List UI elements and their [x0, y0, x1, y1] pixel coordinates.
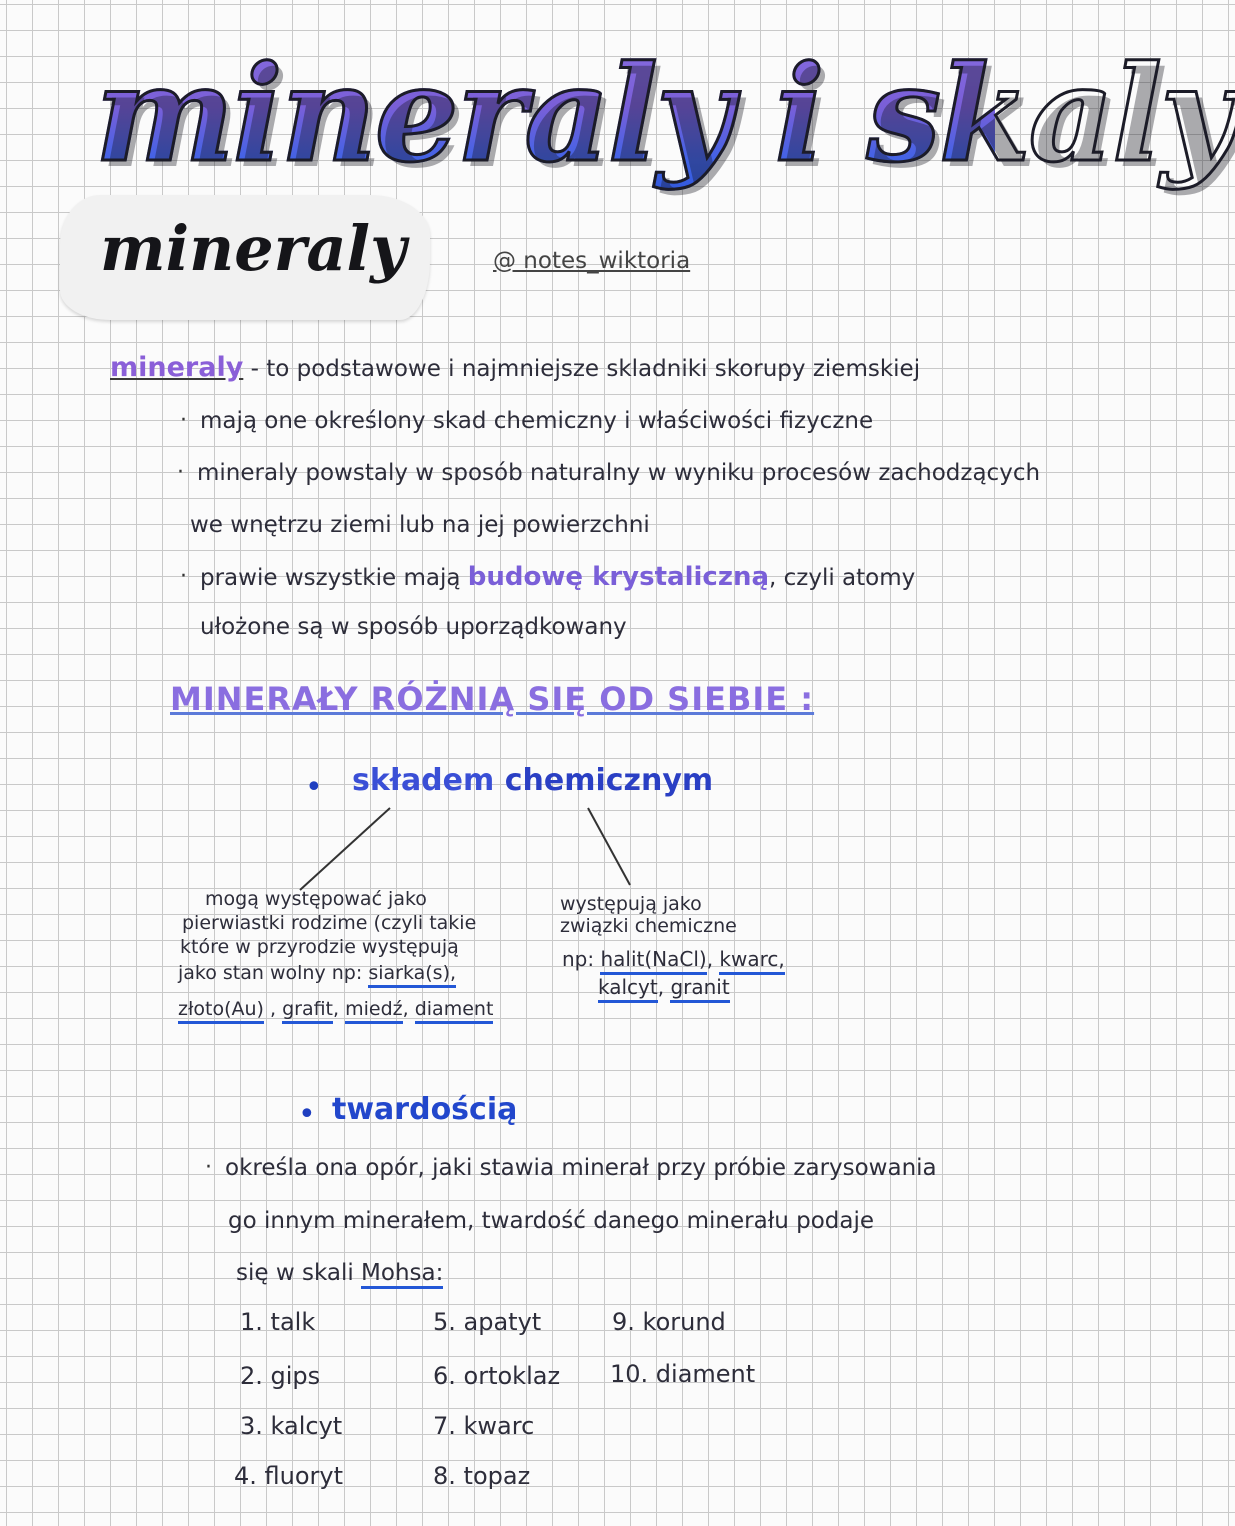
compounds-examples-line1: np: halit(NaCl), kwarc, [562, 948, 785, 970]
mohs-item: 7. kwarc [433, 1412, 535, 1440]
mohs-item: 2. gips [240, 1362, 321, 1390]
example-halite: halit(NaCl) [600, 947, 706, 975]
native-elements-line1: mogą występować jako [205, 888, 427, 910]
bullet-dot: • [298, 1097, 316, 1132]
mohs-item: 5. apatyt [433, 1308, 542, 1336]
example-sulfur: siarka(s), [368, 962, 456, 988]
mohs-scale-term: Mohsa: [361, 1260, 443, 1289]
mohs-item: 1. talk [240, 1308, 316, 1336]
mohs-item: 6. ortoklaz [433, 1362, 561, 1390]
bullet-dot: · [205, 1155, 212, 1180]
section-label: mineraly [100, 212, 407, 285]
native-elements-line4: jako stan wolny np: siarka(s), [178, 962, 456, 984]
example-calcite: kalcyt [598, 975, 658, 1003]
crystal-structure-term: budowę krystaliczną [467, 562, 769, 592]
compounds-examples-line2: kalcyt, granit [598, 976, 730, 998]
native-elements-examples: złoto(Au) , grafit, miedź, diament [178, 998, 493, 1020]
mohs-item: 4. fluoryt [234, 1462, 344, 1490]
mohs-item: 9. korund [612, 1308, 726, 1336]
definition-term: mineraly [110, 352, 244, 383]
section-heading: MINERAŁY RÓŻNIĄ SIĘ OD SIEBIE : [170, 680, 815, 718]
example-gold: złoto(Au) [178, 998, 264, 1024]
bullet-dot: · [180, 564, 187, 589]
mohs-item: 10. diament [610, 1360, 756, 1388]
example-diamond: diament [415, 998, 494, 1024]
subheading-hardness: twardością [332, 1092, 518, 1127]
compounds-line2: związki chemiczne [560, 915, 737, 937]
bullet-dot: • [305, 770, 323, 805]
example-granite: granit [670, 975, 729, 1003]
bullet-3-line2: ułożone są w sposób uporządkowany [200, 614, 627, 640]
bullet-2-line1: mineraly powstaly w sposób naturalny w wyniku procesów zachodzących [197, 460, 1041, 486]
native-elements-line2: pierwiastki rodzime (czyli takie [182, 912, 477, 934]
example-quartz: kwarc, [719, 947, 784, 975]
author-handle: @ notes_wiktoria [493, 248, 691, 274]
mohs-item: 8. topaz [433, 1462, 531, 1490]
hardness-line1: określa ona opór, jaki stawia minerał przy próbie zarysowania [225, 1155, 937, 1181]
page-title: mineraly i skaly [95, 20, 995, 210]
branch-line-right [588, 808, 630, 885]
subheading-chemical: składem chemicznym [352, 763, 714, 798]
hardness-line3: się w skali Mohsa: [236, 1260, 443, 1286]
bullet-dot: · [180, 408, 187, 433]
native-elements-line3: które w przyrodzie występują [180, 936, 459, 958]
bullet-3-line1: prawie wszystkie mają budowę krystaliczną, czyli atomy [200, 562, 916, 592]
hardness-line2: go innym minerałem, twardość danego minerału podaje [228, 1208, 875, 1234]
compounds-line1: występują jako [560, 893, 702, 915]
definition-text: - to podstawowe i najmniejsze skladniki skorupy ziemskiej [250, 356, 921, 382]
branch-line-left [300, 808, 390, 890]
bullet-2-line2: we wnętrzu ziemi lub na jej powierzchni [190, 512, 650, 538]
example-copper: miedź [345, 998, 403, 1024]
example-graphite: grafit [282, 998, 333, 1024]
bullet-dot: · [177, 460, 184, 485]
mohs-item: 3. kalcyt [240, 1412, 343, 1440]
bullet-1: mają one określony skad chemiczny i właściwości fizyczne [200, 408, 874, 434]
